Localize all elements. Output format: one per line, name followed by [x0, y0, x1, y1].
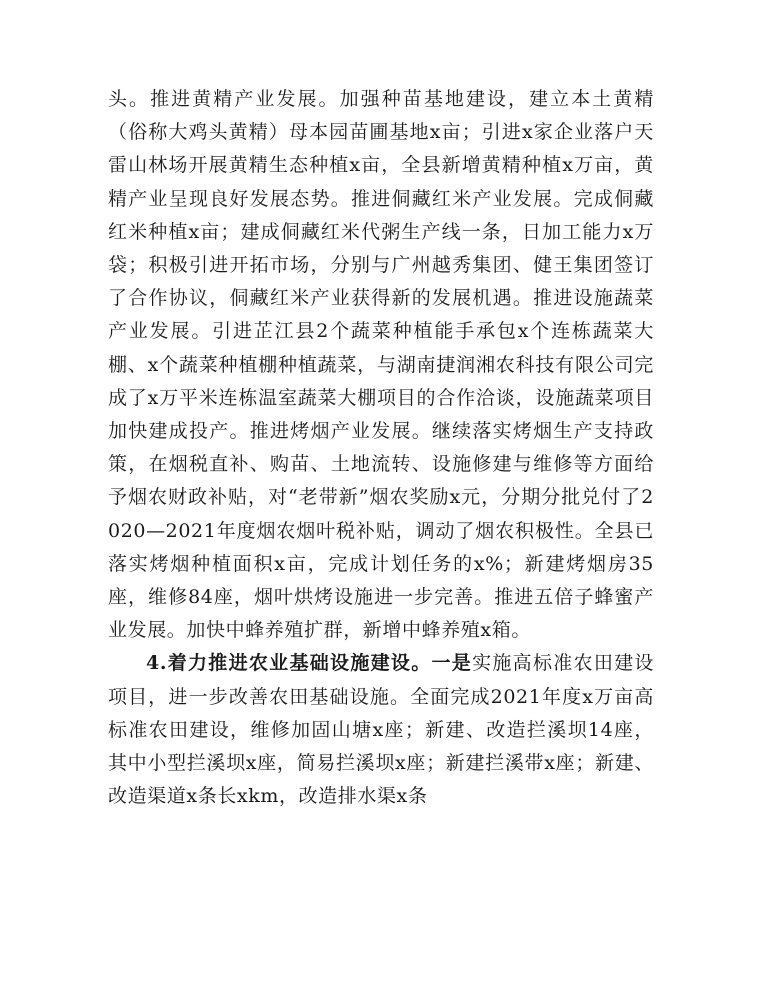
- section-heading: 4.着力推进农业基础设施建设。: [146, 652, 432, 675]
- document-page: [108, 83, 654, 813]
- paragraph-industry-development: [108, 83, 654, 647]
- paragraph-infrastructure: [108, 647, 654, 813]
- paragraph-text: 头。推进黄精产业发展。加强种苗基地建设，建立本土黄精（俗称大鸡头黄精）母本园苗圃基地x亩；引进x家企业落户天雷山林场开展黄精生态种植x亩，全县新增黄精种植x万亩，黄精产业呈现良好发展态势。推进侗藏红米产业发展。完成侗藏红米种植x亩；建成侗藏红米代粥生产线一条，日加工能力x万袋；积极引进开拓市场，分别与广州越秀集团、健王集团签订了合作协议，侗藏红米产业获得新的发展机遇。推进设施蔬菜产业发展。引进芷江县2个蔬菜种植能手承包x个连栋蔬菜大棚、x个蔬菜种植棚种植蔬菜，与湖南捷润湘农科技有限公司完成了x万平米连栋温室蔬菜大棚项目的合作洽谈，设施蔬菜项目加快建成投产。推进烤烟产业发展。继续落实烤烟生产支持政策，在烟税直补、购苗、土地流转、设施修建与维修等方面给予烟农财政补贴，对“老带新”烟农奖励x元，分期分批兑付了2020—2021年度烟农烟叶税补贴，调动了烟农积极性。全县已落实烤烟种植面积x亩，完成计划任务的x%；新建烤烟房35座，维修84座，烟叶烘烤设施进一步完善。推进五倍子蜂蜜产业发展。加快中蜂养殖扩群，新增中蜂养殖x箱。: [108, 88, 654, 642]
- paragraph-text: 实施高标准农田建设项目，进一步改善农田基础设施。全面完成2021年度x万亩高标准农田建设，维修加固山塘x座；新建、改造拦溪坝14座，其中小型拦溪坝x座，简易拦溪坝x座；新建拦溪带x座；新建、改造渠道x条长xkm，改造排水渠x条: [108, 652, 655, 808]
- section-lead: 一是: [431, 652, 473, 675]
